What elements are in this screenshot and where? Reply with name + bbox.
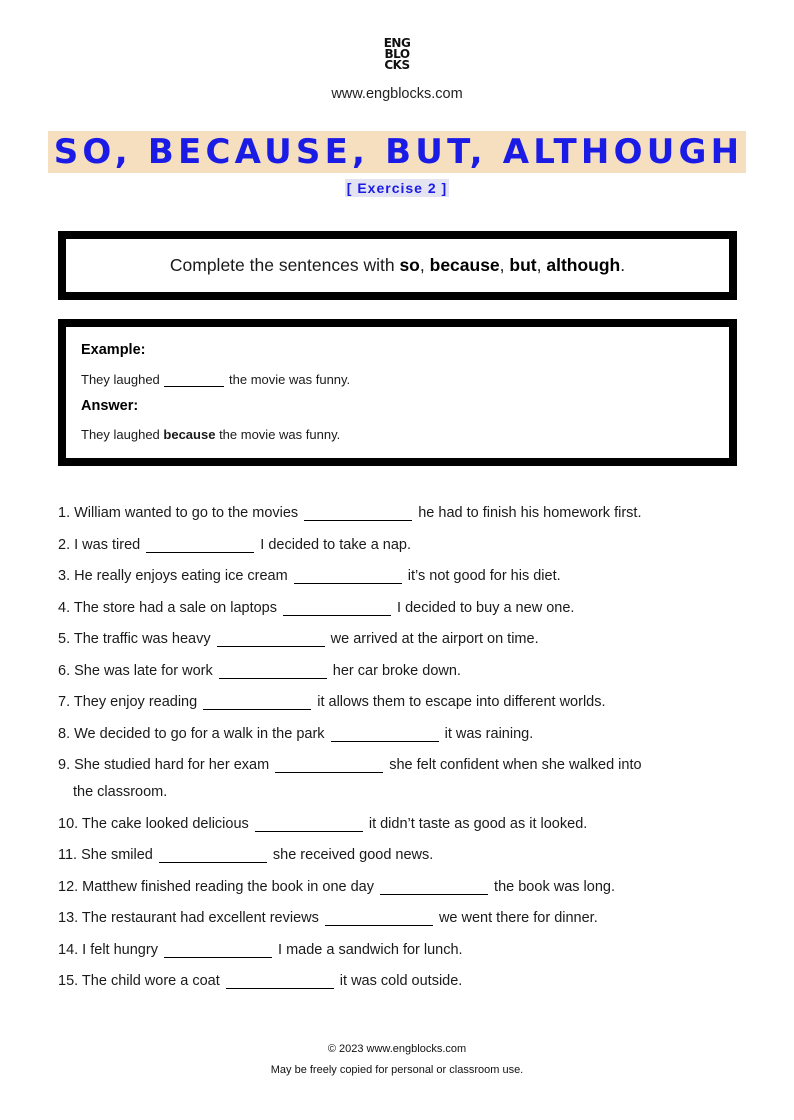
question-item: [58, 757, 642, 773]
answer-sentence: [81, 427, 340, 442]
question-text-after: she received good news.: [268, 847, 434, 863]
question-item: [58, 942, 463, 958]
answer-blank[interactable]: [325, 925, 433, 926]
answer-blank[interactable]: [255, 831, 363, 832]
question-text-before: 1. William wanted to go to the movies: [58, 505, 303, 521]
answer-blank[interactable]: [283, 615, 391, 616]
answer-blank[interactable]: [217, 646, 325, 647]
answer-blank[interactable]: [275, 772, 383, 773]
question-text-after: I made a sandwich for lunch.: [273, 942, 463, 958]
question-text-before: 8. We decided to go for a walk in the park: [58, 726, 329, 742]
question-text-after: we went there for dinner.: [434, 910, 598, 926]
question-text-before: 5. The traffic was heavy: [58, 631, 215, 647]
question-text-after: it allows them to escape into different worlds.: [313, 694, 606, 710]
question-text-after: her car broke down.: [328, 663, 461, 679]
instruction-word-but: but: [509, 255, 537, 275]
answer-word: because: [163, 427, 216, 442]
logo-line: ENG: [383, 36, 411, 50]
question-text-after: it’s not good for his diet.: [403, 568, 561, 584]
answer-blank[interactable]: [146, 552, 254, 553]
question-item: [58, 505, 641, 521]
logo-line: BLO: [384, 47, 410, 61]
question-text-after: she felt confident when she walked into: [385, 757, 642, 773]
question-text-before: 2. I was tired: [58, 537, 145, 553]
example-label: Example:: [81, 342, 146, 358]
question-item: [58, 847, 433, 863]
question-text-after: it was cold outside.: [335, 973, 463, 989]
question-item: [58, 973, 462, 989]
answer-blank[interactable]: [203, 709, 311, 710]
answer-blank[interactable]: [159, 862, 267, 863]
question-text-after: we arrived at the airport on time.: [326, 631, 539, 647]
question-item: [58, 910, 598, 926]
question-text-before: 3. He really enjoys eating ice cream: [58, 568, 292, 584]
instruction-separator: ,: [419, 255, 430, 275]
answer-blank[interactable]: [294, 583, 402, 584]
instruction-text: [170, 255, 625, 276]
question-text-before: 14. I felt hungry: [58, 942, 162, 958]
footer-copyright: © 2023 www.engblocks.com: [327, 1043, 467, 1055]
subtitle-wrap: [0, 179, 794, 198]
title-wrap: [0, 131, 794, 173]
question-text-before: 9. She studied hard for her exam: [58, 757, 274, 773]
answer-blank[interactable]: [219, 678, 327, 679]
question-text-before: 13. The restaurant had excellent reviews: [58, 910, 323, 926]
question-text-after: I decided to take a nap.: [256, 537, 412, 553]
example-before: They laughed: [81, 372, 164, 387]
question-text-before: 11. She smiled: [58, 847, 157, 863]
footer-note: May be freely copied for personal or classroom use.: [270, 1064, 524, 1076]
question-item: [58, 537, 411, 553]
question-text-before: 15. The child wore a coat: [58, 973, 224, 989]
engblocks-logo: [0, 38, 794, 71]
question-item: [58, 816, 587, 832]
question-text-after: the book was long.: [490, 879, 615, 895]
question-item: [58, 726, 533, 742]
instruction-suffix: .: [620, 255, 626, 275]
question-text-before: 10. The cake looked delicious: [58, 816, 253, 832]
question-continuation: the classroom.: [73, 784, 168, 800]
question-text-before: 12. Matthew finished reading the book in one day: [58, 879, 379, 895]
answer-blank[interactable]: [226, 988, 334, 989]
instruction-word-because: because: [429, 255, 500, 275]
answer-blank[interactable]: [304, 520, 412, 521]
example-after: the movie was funny.: [225, 372, 351, 387]
answer-before: They laughed: [81, 427, 164, 442]
question-item: [58, 694, 606, 710]
instruction-word-so: so: [399, 255, 420, 275]
answer-label: Answer:: [81, 398, 139, 414]
answer-blank[interactable]: [380, 894, 488, 895]
question-text-before: 6. She was late for work: [58, 663, 217, 679]
exercise-subtitle: [ Exercise 2 ]: [346, 180, 448, 196]
site-url: www.engblocks.com: [331, 86, 463, 102]
page-title: SO, BECAUSE, BUT, ALTHOUGH: [48, 131, 747, 173]
question-item: [58, 568, 561, 584]
question-text-after: he had to finish his homework first.: [414, 505, 642, 521]
answer-after: the movie was funny.: [215, 427, 341, 442]
question-text-after: I decided to buy a new one.: [393, 600, 575, 616]
question-text-after: it didn’t taste as good as it looked.: [364, 816, 588, 832]
answer-blank[interactable]: [331, 741, 439, 742]
instruction-prefix: Complete the sentences with: [169, 255, 400, 275]
example-blank: [164, 386, 224, 387]
question-text-after: it was raining.: [440, 726, 534, 742]
question-text-before: 7. They enjoy reading: [58, 694, 202, 710]
instruction-box: [58, 231, 737, 300]
question-text-before: 4. The store had a sale on laptops: [58, 600, 282, 616]
logo-line: CKS: [384, 58, 410, 72]
instruction-word-although: although: [546, 255, 621, 275]
instruction-separator: ,: [536, 255, 547, 275]
example-sentence: [81, 372, 350, 387]
question-item: [58, 663, 461, 679]
instruction-separator: ,: [499, 255, 510, 275]
question-item: [58, 631, 539, 647]
question-item: [58, 879, 615, 895]
example-box: [58, 319, 737, 466]
answer-blank[interactable]: [164, 957, 272, 958]
question-item: [58, 600, 574, 616]
